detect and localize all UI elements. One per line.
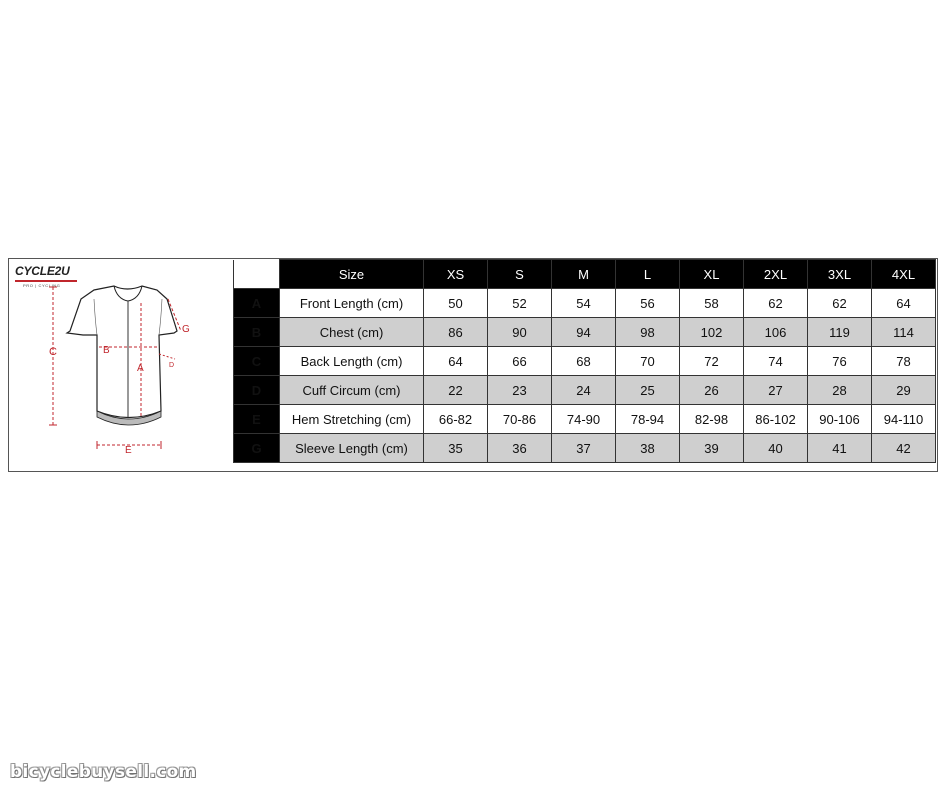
row-letter: D (234, 376, 280, 405)
row-letter: C (234, 347, 280, 376)
table-cell: 66-82 (424, 405, 488, 434)
table-cell: 50 (424, 289, 488, 318)
jersey-diagram (9, 259, 233, 471)
watermark: bicyclebuysell.com (10, 762, 197, 782)
table-row (234, 289, 936, 318)
size-chart (8, 258, 938, 472)
table-cell: 39 (680, 434, 744, 463)
table-cell: 90 (488, 318, 552, 347)
table-cell: 23 (488, 376, 552, 405)
table-cell: 29 (872, 376, 936, 405)
table-cell: 37 (552, 434, 616, 463)
table-cell: 41 (808, 434, 872, 463)
row-letter: B (234, 318, 280, 347)
dim-c-label: C (49, 346, 57, 358)
table-cell: 74-90 (552, 405, 616, 434)
dim-e-label: E (125, 445, 132, 456)
table-cell: 78-94 (616, 405, 680, 434)
size-3xl: 3XL (808, 260, 872, 289)
table-cell: 70-86 (488, 405, 552, 434)
table-cell: 70 (616, 347, 680, 376)
table-cell: 114 (872, 318, 936, 347)
table-cell: 28 (808, 376, 872, 405)
table-cell: 35 (424, 434, 488, 463)
size-4xl: 4XL (872, 260, 936, 289)
table-cell: 52 (488, 289, 552, 318)
table-cell: 74 (744, 347, 808, 376)
table-cell: 68 (552, 347, 616, 376)
table-cell: 94-110 (872, 405, 936, 434)
table-cell: 119 (808, 318, 872, 347)
dim-d-line (159, 354, 175, 359)
size-s: S (488, 260, 552, 289)
table-cell: 26 (680, 376, 744, 405)
table-cell: 62 (744, 289, 808, 318)
table-row (234, 405, 936, 434)
header-corner (234, 260, 280, 289)
table-cell: 82-98 (680, 405, 744, 434)
row-label: Sleeve Length (cm) (280, 434, 424, 463)
table-cell: 90-106 (808, 405, 872, 434)
table-cell: 38 (616, 434, 680, 463)
table-cell: 40 (744, 434, 808, 463)
table-cell: 62 (808, 289, 872, 318)
size-table (233, 259, 936, 463)
table-cell: 72 (680, 347, 744, 376)
dim-b-label: B (103, 345, 110, 356)
row-letter: A (234, 289, 280, 318)
dim-d-label: D (169, 362, 175, 369)
size-xl: XL (680, 260, 744, 289)
table-cell: 42 (872, 434, 936, 463)
dim-g-label: G (182, 324, 190, 335)
table-cell: 27 (744, 376, 808, 405)
size-l: L (616, 260, 680, 289)
brand-logo: CYCLE2U (15, 264, 70, 278)
table-cell: 98 (616, 318, 680, 347)
table-cell: 102 (680, 318, 744, 347)
table-cell: 64 (424, 347, 488, 376)
table-cell: 106 (744, 318, 808, 347)
row-label: Hem Stretching (cm) (280, 405, 424, 434)
table-cell: 22 (424, 376, 488, 405)
size-m: M (552, 260, 616, 289)
table-row (234, 347, 936, 376)
row-letter: G (234, 434, 280, 463)
table-cell: 86-102 (744, 405, 808, 434)
table-cell: 66 (488, 347, 552, 376)
table-cell: 54 (552, 289, 616, 318)
row-label: Front Length (cm) (280, 289, 424, 318)
table-cell: 25 (616, 376, 680, 405)
row-label: Cuff Circum (cm) (280, 376, 424, 405)
table-cell: 94 (552, 318, 616, 347)
size-2xl: 2XL (744, 260, 808, 289)
table-cell: 78 (872, 347, 936, 376)
table-cell: 36 (488, 434, 552, 463)
row-label: Back Length (cm) (280, 347, 424, 376)
table-row (234, 434, 936, 463)
size-header: Size (280, 260, 424, 289)
table-cell: 56 (616, 289, 680, 318)
table-cell: 58 (680, 289, 744, 318)
dim-a-label: A (137, 363, 144, 374)
table-cell: 76 (808, 347, 872, 376)
table-row (234, 376, 936, 405)
table-row (234, 318, 936, 347)
table-cell: 24 (552, 376, 616, 405)
table-cell: 86 (424, 318, 488, 347)
row-label: Chest (cm) (280, 318, 424, 347)
size-xs: XS (424, 260, 488, 289)
brand-tagline: PRO | CYCLING (23, 283, 61, 288)
jersey-illustration (9, 259, 233, 471)
row-letter: E (234, 405, 280, 434)
table-cell: 64 (872, 289, 936, 318)
table-header-row (234, 260, 936, 289)
